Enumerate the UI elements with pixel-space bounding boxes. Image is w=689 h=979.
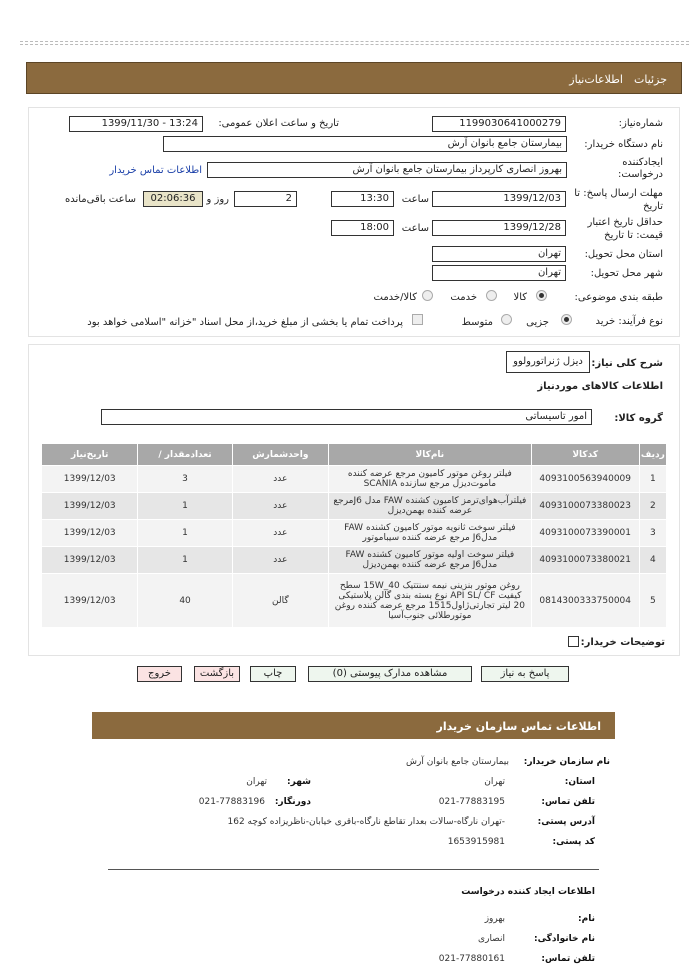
group-label: گروه کالا: xyxy=(614,413,663,424)
goods-name: فیلترآب‌هوای‌ترمز کامیون کشنده FAW مدل J6مرجع عرضه کننده بهمن‌دیزل xyxy=(329,493,532,520)
goods-qty: 40 xyxy=(138,574,232,628)
creator-name-value: بهروز xyxy=(484,914,505,924)
send-date-field: 1399/12/03 xyxy=(432,191,566,207)
description-label: شرح کلی نیاز: xyxy=(591,358,663,369)
table-row xyxy=(42,574,667,628)
remaining-time-field: 02:06:36 xyxy=(143,191,203,207)
reply-button[interactable]: پاسخ به نیاز xyxy=(481,666,569,682)
send-deadline-label-2: تاریخ xyxy=(643,201,663,212)
row-number: 2 xyxy=(639,493,666,520)
need-date: 1399/12/03 xyxy=(42,520,138,547)
category-goods-label: کالا xyxy=(513,292,527,303)
province-label: استان محل تحویل: xyxy=(584,249,663,260)
buyer-notes-checkbox[interactable] xyxy=(568,636,579,647)
buyer-field: بیمارستان جامع بانوان آرش xyxy=(163,136,567,152)
contact-title: اطلاعات تماس سازمان خریدار xyxy=(436,720,601,733)
price-validity-label-1: حداقل تاریخ اعتبار xyxy=(587,217,663,228)
province-contact-label: استان: xyxy=(564,777,595,787)
category-label: طبقه بندی موضوعی: xyxy=(574,292,663,303)
goods-qty: 1 xyxy=(138,520,232,547)
goods-code: 0814300333750004 xyxy=(531,574,639,628)
creator-name-label: نام: xyxy=(578,914,595,924)
col-code: کدکالا xyxy=(531,444,639,466)
address-value: -تهران نارگاه-سالات بعدار تقاطع نارگاه-باقری خیابان-ناظریزاده کوچه 162 xyxy=(227,817,505,827)
col-name: نام‌کالا xyxy=(329,444,532,466)
goods-code: 4093100563940009 xyxy=(531,466,639,493)
buyer-label: نام دستگاه خریدار: xyxy=(584,139,663,150)
creator-info-title: اطلاعات ایجاد کننده درخواست xyxy=(461,887,595,897)
contact-divider xyxy=(108,869,599,870)
goods-name: فیلتر سوخت اولیه موتور کامیون کشنده FAW مدلJ6 مرجع عرضه کننده بهمن‌دیزل xyxy=(329,547,532,574)
announce-field: 1399/11/30 - 13:24 xyxy=(69,116,203,132)
print-button[interactable]: چاپ xyxy=(250,666,296,682)
table-row xyxy=(42,547,667,574)
send-deadline-label-1: مهلت ارسال پاسخ: تا xyxy=(574,188,663,199)
price-time-label: ساعت xyxy=(401,223,429,234)
city-contact-label: شهر: xyxy=(287,777,311,787)
creator-label-1: ایجادکننده xyxy=(622,157,663,168)
description-field: دیزل ژنراتورولوو xyxy=(506,351,590,373)
fax-value: 021-77883196 xyxy=(198,797,265,807)
city-contact-value: تهران xyxy=(246,777,267,787)
row-number: 1 xyxy=(639,466,666,493)
creator-family-label: نام خانوادگی: xyxy=(533,934,595,944)
province-field: تهران xyxy=(432,246,566,262)
category-goods-service-label: کالا/خدمت xyxy=(373,292,417,303)
table-row xyxy=(42,493,667,520)
category-goods-service-radio[interactable] xyxy=(422,290,433,301)
need-date: 1399/12/03 xyxy=(42,493,138,520)
goods-unit: عدد xyxy=(232,493,328,520)
goods-qty: 3 xyxy=(138,466,232,493)
need-number-label: شماره‌نیاز: xyxy=(618,118,663,129)
group-field: امور تاسیساتی xyxy=(101,409,592,425)
exit-button[interactable]: خروج xyxy=(137,666,182,682)
goods-name: فیلتر سوخت ثانویه موتور کامیون کشنده FAW مدلJ6 مرجع عرضه کننده سیباموتور xyxy=(329,520,532,547)
table-row xyxy=(42,466,667,493)
top-divider xyxy=(20,41,689,42)
days-label: روز و xyxy=(206,194,229,205)
goods-unit: گالن xyxy=(232,574,328,628)
table-header-row xyxy=(42,444,667,466)
send-time-field: 13:30 xyxy=(331,191,394,207)
creator-phone-label: تلفن تماس: xyxy=(541,954,595,964)
fax-label: دورنگار: xyxy=(274,797,311,807)
tab-need-info[interactable]: اطلاعات‌نیاز xyxy=(569,73,623,86)
tab-details[interactable]: جزئیات xyxy=(634,73,667,86)
phone-label: تلفن تماس: xyxy=(541,797,595,807)
creator-label-2: درخواست: xyxy=(618,169,663,180)
goods-table xyxy=(41,443,667,628)
back-button[interactable]: بازگشت xyxy=(194,666,240,682)
price-validity-label-2: قیمت: تا تاریخ xyxy=(604,230,663,241)
need-date: 1399/12/03 xyxy=(42,574,138,628)
city-label: شهر محل تحویل: xyxy=(590,268,663,279)
goods-name: فیلتر روغن موتور کامیون مرجع عرضه کننده ماموت‌دیزل مرجع سازنده SCANIA xyxy=(329,466,532,493)
send-time-label: ساعت xyxy=(401,194,429,205)
need-date: 1399/12/03 xyxy=(42,466,138,493)
category-service-radio[interactable] xyxy=(486,290,497,301)
need-number-field: 1199030641000279 xyxy=(432,116,566,132)
creator-phone-value: 021-77880161 xyxy=(438,954,505,964)
treasury-payment-checkbox[interactable] xyxy=(412,314,423,325)
province-contact-value: تهران xyxy=(484,777,505,787)
days-field: 2 xyxy=(234,191,297,207)
table-row xyxy=(42,520,667,547)
goods-info-title: اطلاعات کالاهای موردنیاز xyxy=(537,381,663,392)
org-value: بیمارستان جامع بانوان آرش xyxy=(406,757,509,767)
tab-bar xyxy=(26,62,682,94)
postal-code-label: کد پستی: xyxy=(552,837,595,847)
announce-label: تاریخ و ساعت اعلان عمومی: xyxy=(218,118,339,129)
row-number: 4 xyxy=(639,547,666,574)
goods-code: 4093100073390001 xyxy=(531,520,639,547)
org-label: نام سازمان خریدار: xyxy=(523,757,610,767)
phone-value: 021-77883195 xyxy=(438,797,505,807)
goods-qty: 1 xyxy=(138,547,232,574)
postal-code-value: 1653915981 xyxy=(447,837,505,847)
goods-code: 4093100073380023 xyxy=(531,493,639,520)
process-partial-radio[interactable] xyxy=(561,314,572,325)
process-label: نوع فرآیند: خرید xyxy=(595,316,663,327)
creator-field: بهروز انصاری کارپرداز بیمارستان جامع بانوان آرش xyxy=(207,162,567,178)
category-goods-radio[interactable] xyxy=(536,290,547,301)
city-field: تهران xyxy=(432,265,566,281)
goods-qty: 1 xyxy=(138,493,232,520)
category-service-label: خدمت xyxy=(450,292,477,303)
price-date-field: 1399/12/28 xyxy=(432,220,566,236)
goods-name: روغن موتور بنزینی نیمه سنتتیک 15W_40 سطح کیفیت API SL/ CF نوع بسته بندی گالن پلاستیکی 20 لیتر تجارتی‌ژاول1515 مرجع عرضه کننده روغن موتورطلائی جنوب‌آسیا xyxy=(329,574,532,628)
goods-unit: عدد xyxy=(232,466,328,493)
contact-header-bar xyxy=(92,712,615,739)
creator-family-value: انصاری xyxy=(478,934,505,944)
col-row: ردیف xyxy=(639,444,666,466)
price-time-field: 18:00 xyxy=(331,220,394,236)
goods-unit: عدد xyxy=(232,547,328,574)
row-number: 5 xyxy=(639,574,666,628)
goods-unit: عدد xyxy=(232,520,328,547)
col-qty: تعدادمقدار / xyxy=(138,444,232,466)
col-date: تاریخ‌نیاز xyxy=(42,444,138,466)
row-number: 3 xyxy=(639,520,666,547)
address-label: آدرس پستی: xyxy=(537,817,595,827)
remaining-label: ساعت باقی‌مانده xyxy=(64,194,136,205)
need-date: 1399/12/03 xyxy=(42,547,138,574)
process-partial-label: جزیی xyxy=(526,317,549,328)
goods-code: 4093100073380021 xyxy=(531,547,639,574)
buyer-notes-label: توضیحات خریدار: xyxy=(580,637,665,648)
contact-info-link[interactable]: اطلاعات تماس خریدار xyxy=(109,165,202,176)
process-medium-radio[interactable] xyxy=(501,314,512,325)
col-unit: واحدشمارش xyxy=(232,444,328,466)
top-divider-2 xyxy=(20,44,689,45)
view-documents-button[interactable]: مشاهده مدارک پیوستی (0) xyxy=(308,666,472,682)
process-medium-label: متوسط xyxy=(461,317,493,328)
payment-note: پرداخت تمام یا بخشی از مبلغ خرید،از محل اسناد "خزانه "اسلامی خواهد بود xyxy=(87,317,403,328)
